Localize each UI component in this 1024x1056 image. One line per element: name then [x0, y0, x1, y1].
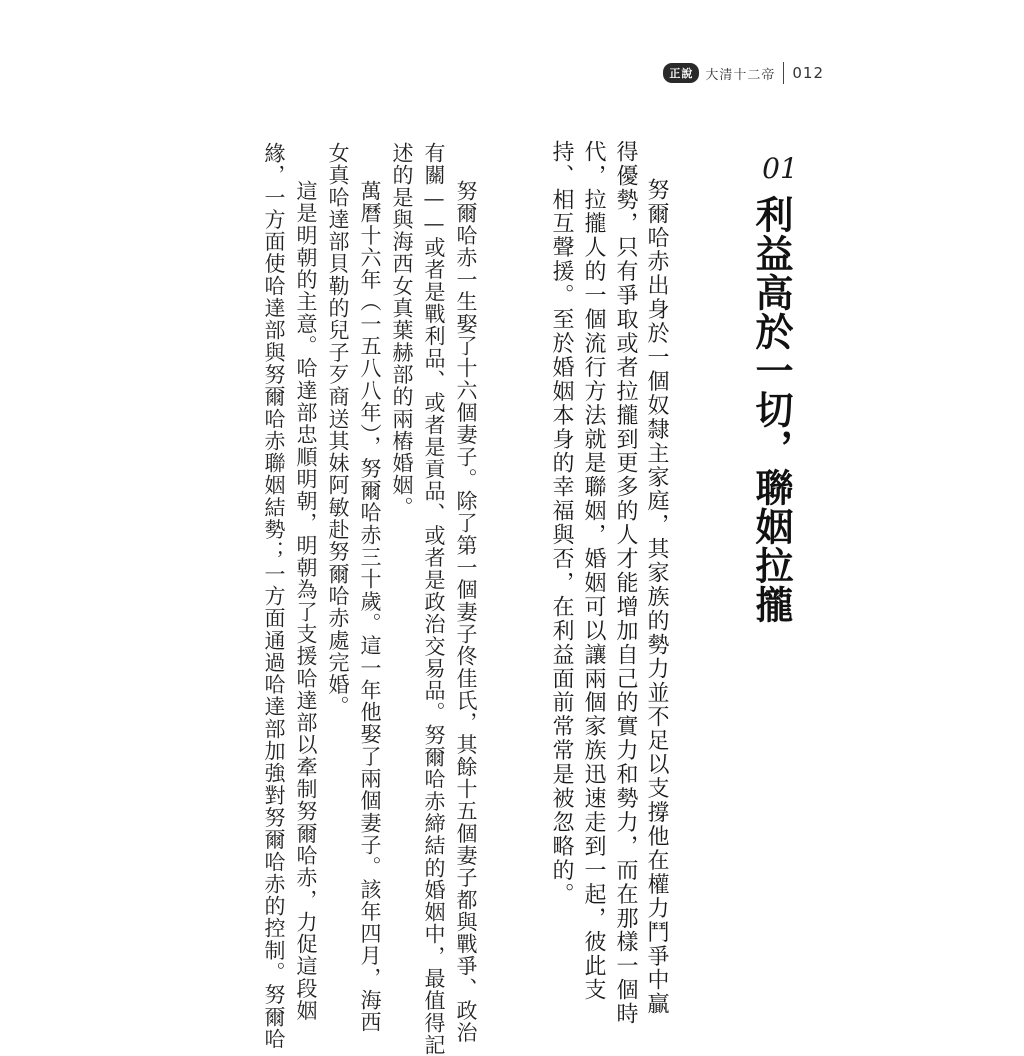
page-number: 012 [792, 64, 824, 82]
body-column: 緣，一方面使哈達部與努爾哈赤聯姻結勢；一方面通過哈達部加強對努爾哈赤的控制。努爾哈 [262, 142, 286, 1051]
chapter-number: 01 [762, 152, 798, 185]
body-column: 萬曆十六年（一五八八年），努爾哈赤三十歲。這一年他娶了兩個妻子。該年四月，海西 [358, 180, 382, 1034]
body-column: 這是明朝的主意。哈達部忠順明朝，明朝為了支援哈達部以牽制努爾哈赤，力促這段姻 [294, 180, 318, 1022]
header-divider [783, 62, 784, 84]
chapter-title: 利益高於一切，聯姻拉攏 [749, 195, 794, 624]
intro-column: 代，拉攏人的一個流行方法就是聯姻，婚姻可以讓兩個家族迅速走到一起，彼此支 [581, 140, 606, 1003]
body-column: 述的是與海西女真葉赫部的兩樁婚姻。 [390, 142, 414, 519]
page-header [663, 62, 824, 84]
intro-column: 得優勢，只有爭取或者拉攏到更多的人才能增加自己的實力和勢力，而在那樣一個時 [613, 140, 638, 1027]
intro-column: 努爾哈赤出身於一個奴隸主家庭，其家族的勢力並不足以支撐他在權力鬥爭中贏 [644, 178, 669, 1017]
body-column: 女真哈達部貝勒的兒子歹商送其妹阿敏赴努爾哈赤處完婚。 [326, 142, 350, 718]
series-title: 大清十二帝 [705, 67, 776, 83]
brand-logo: 正說 [663, 63, 699, 83]
body-column: 有關——或者是戰利品、或者是貢品、或者是政治交易品。努爾哈赤締結的婚姻中，最值得記 [422, 142, 446, 1056]
body-column: 努爾哈赤一生娶了十六個妻子。除了第一個妻子佟佳氏，其餘十五個妻子都與戰爭、政治 [454, 180, 478, 1044]
intro-column: 持、相互聲援。至於婚姻本身的幸福與否，在利益面前常常是被忽略的。 [549, 140, 574, 907]
